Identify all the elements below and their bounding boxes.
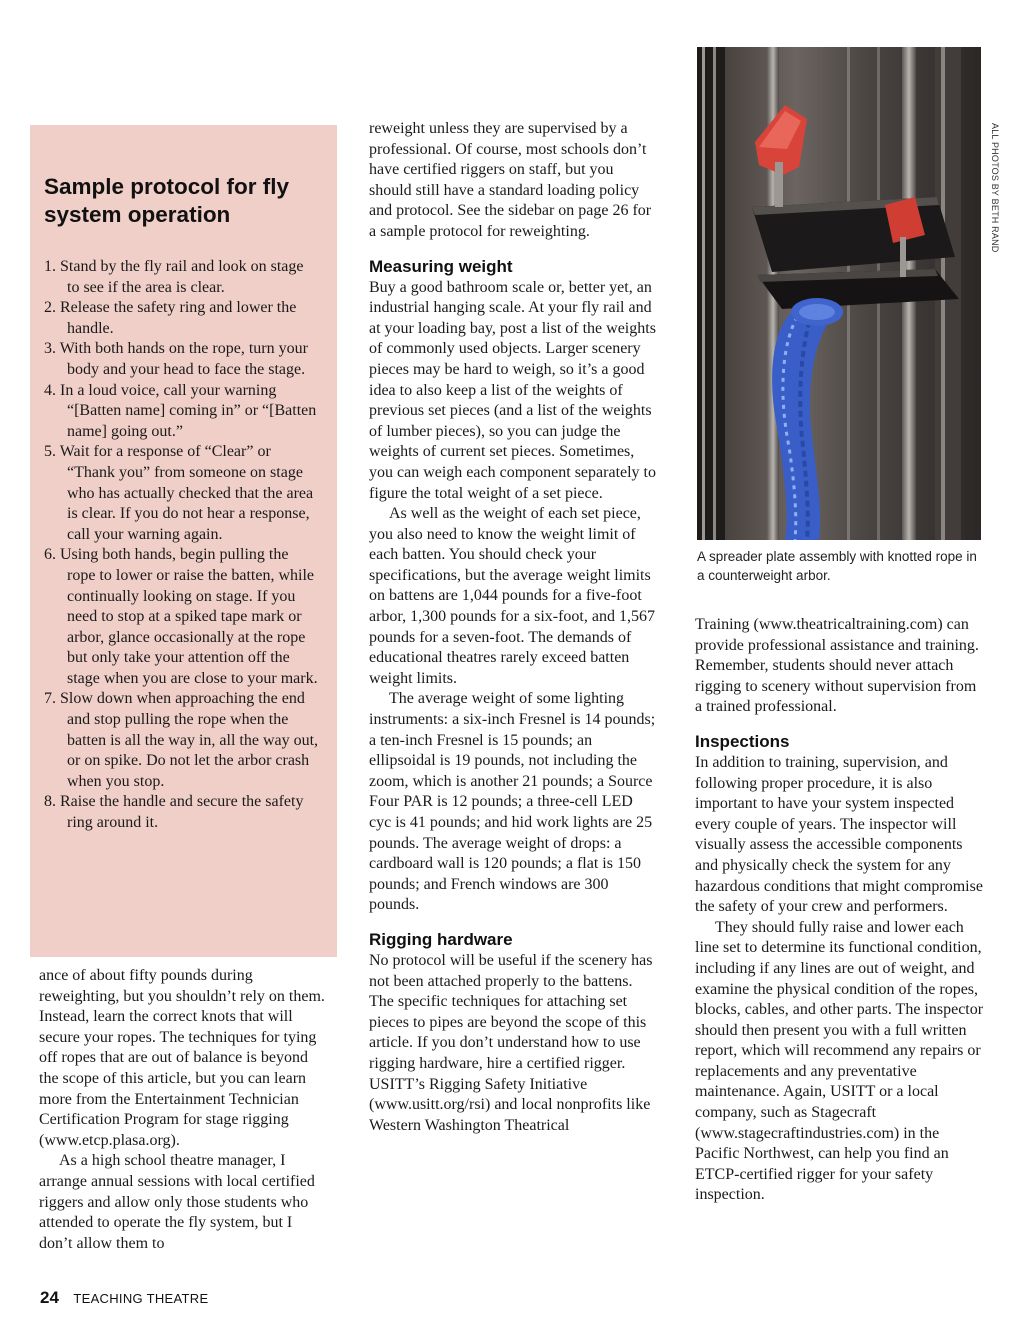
page-number: 24 — [40, 1288, 59, 1307]
paragraph: The average weight of some lighting instruments: a six-inch Fresnel is 14 pounds; a ten-inch Fresnel is 15 pounds; an ellipsoidal is 19 pounds, not including the zoom, which is another 21 pounds; a Source Four PAR is 12 pounds; a three-cell LED cyc is 41 pounds; and hid work lights are 25 pounds. The average weight of drops: a cardboard wall is 120 pounds; a flat is 150 pounds; and French windows are 300 pounds. — [369, 690, 656, 914]
paragraph: They should fully raise and lower each line set to determine its functional condition, including if any lines are out of weight, and examine the physical condition of the ropes, blocks, cables, and other parts. The inspector should then present you with a full written report, which will recommend any repairs or replacements and any preventative maintenance. Again, USITT or a local company, such as Stagecraft (www.stagecraftindustries.com) in the Pacific Northwest, can help you find an ETCP-certified rigger for your safety inspection. — [695, 918, 984, 1204]
subhead-rigging-hardware: Rigging hardware — [369, 929, 513, 949]
column-2 — [369, 119, 659, 1136]
column-1 — [39, 966, 329, 1254]
sidebar-box — [30, 125, 337, 957]
photo-illustration — [697, 47, 981, 540]
spreader-plate-photo — [697, 47, 981, 540]
list-item: 1. Stand by the fly rail and look on stage to see if the area is clear. — [44, 258, 304, 296]
list-item: 4. In a loud voice, call your warning “[Batten name] coming in” or “[Batten name] going out.” — [44, 381, 317, 440]
paragraph: ance of about fifty pounds during reweighting, but you shouldn’t rely on them. Instead, learn the correct knots that will secure your ropes. The techniques for tying off ropes that are out of balance is beyond the scope of this article, but you can learn more from the Entertainment Technician Certification Program for stage rigging (www.etcp.plasa.org). — [39, 967, 325, 1149]
subhead-inspections: Inspections — [695, 731, 790, 751]
magazine-name: TEACHING THEATRE — [73, 1291, 209, 1306]
list-item: 2. Release the safety ring and lower the handle. — [44, 299, 297, 337]
list-item: 8. Raise the handle and secure the safety ring around it. — [44, 793, 304, 832]
paragraph: reweight unless they are supervised by a professional. Of course, most schools don’t have certified riggers on staff, but you should still have a standard loading policy and protocol. See the sidebar on page 26 for a sample protocol for reweighting. — [369, 120, 652, 240]
photo-caption: A spreader plate assembly with knotted rope in a counterweight arbor. — [697, 549, 977, 583]
paragraph: As a high school theatre manager, I arrange annual sessions with local certified riggers and allow only those students who attended to operate the fly system, but I don’t allow them to — [39, 1152, 315, 1252]
paragraph: No protocol will be useful if the scenery has not been attached properly to the battens. The specific techniques for attaching set pieces to pipes are beyond the scope of this article. If you don’t understand how to use rigging hardware, hire a certified rigger. USITT’s Rigging Safety Initiative (www.usitt.org/rsi) and local nonprofits like Western Washington Theatrical — [369, 951, 653, 1134]
list-item: 5. Wait for a response of “Clear” or “Thank you” from someone on stage who has actually checked that the area is clear. If you do not hear a response, call your warning again. — [44, 443, 314, 543]
page-footer — [40, 1288, 208, 1308]
list-item: 7. Slow down when approaching the end and stop pulling the rope when the batten is all the way in, all the way out, or on spike. Do not let the arbor crash when you stop. — [44, 690, 319, 790]
paragraph: As well as the weight of each set piece, you also need to know the weight limit of each batten. You should check your specifications, but the average weight limits on battens are 1,044 pounds for a five-foot arbor, 1,300 pounds for a six-foot, and 1,567 pounds for a seven-foot. The demands of educational theatres rarely exceed batten weight limits. — [369, 505, 655, 687]
column-3 — [695, 615, 987, 1206]
list-item: 3. With both hands on the rope, turn your body and your head to face the stage. — [44, 340, 308, 378]
paragraph: Buy a good bathroom scale or, better yet, an industrial hanging scale. At your fly rail and at your loading bay, post a list of the weights of commonly used objects. Larger scenery pieces may be hard to weigh, so it’s a good idea to also keep a list of the weights of previous set pieces (and a list of the weights of lumber pieces), so you can judge the weights of current set pieces. Sometimes, you can weigh each component separately to figure the total weight of a set piece. — [369, 278, 656, 502]
protocol-list — [44, 257, 319, 834]
paragraph: Training (www.theatricaltraining.com) can provide professional assistance and training. Remember, students should never attach rigging to scenery without supervision from a trained professional. — [695, 616, 979, 716]
photo-credit: ALL PHOTOS BY BETH RAND — [990, 123, 1000, 253]
paragraph: In addition to training, supervision, and following proper procedure, it is also important to have your system inspected every couple of years. The inspector will visually assess the accessible components and physically check the system for any hazardous conditions that might compromise the safety of your crew and performers. — [695, 753, 983, 916]
list-item: 6. Using both hands, begin pulling the rope to lower or raise the batten, while continually looking on stage. If you need to stop at a spiked tape mark or arbor, glance occasionally at the rope but only take your attention off the stage when you are close to your mark. — [44, 546, 318, 687]
sidebar-title: Sample protocol for fly system operation — [44, 174, 290, 227]
subhead-measuring-weight: Measuring weight — [369, 256, 513, 276]
